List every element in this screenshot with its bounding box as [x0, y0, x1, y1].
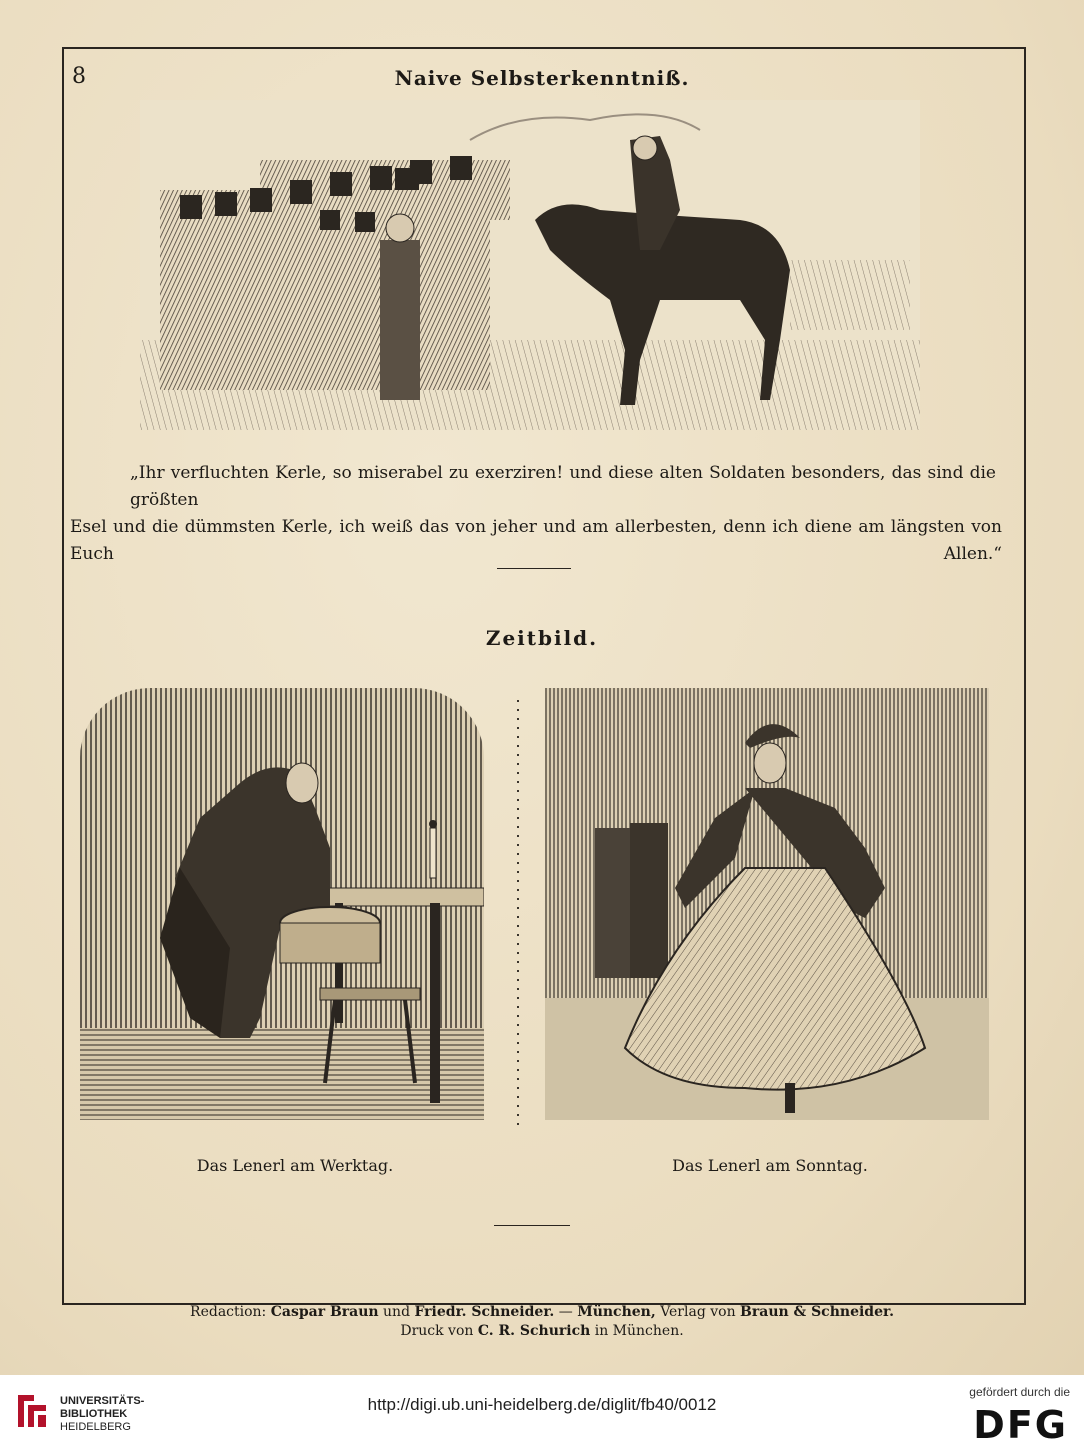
- viewer-footer: [0, 1375, 1084, 1452]
- section-divider: [497, 568, 571, 569]
- column-divider: [517, 700, 519, 1130]
- caption-line-1: „Ihr verfluchten Kerle, so miserabel zu exerziren! und diese alten Soldaten besonders, das sind die größten: [130, 463, 996, 510]
- dfg-logo[interactable]: DFG: [973, 1403, 1068, 1447]
- library-line-1: UNIVERSITÄTS-: [60, 1395, 145, 1407]
- sunday-caption: Das Lenerl am Sonntag.: [672, 1156, 868, 1175]
- imprint-city: München,: [577, 1304, 656, 1320]
- section-title: Zeitbild.: [485, 626, 599, 650]
- imprint-city-2: in München.: [594, 1323, 684, 1339]
- imprint-editor-1: Caspar Braun: [270, 1304, 379, 1320]
- top-caption: [62, 460, 1022, 568]
- page-title: Naive Selbsterkenntniß.: [394, 66, 690, 90]
- library-line-3: HEIDELBERG: [60, 1421, 131, 1433]
- permalink-url[interactable]: http://digi.ub.uni-heidelberg.de/diglit/fb40/0012: [367, 1395, 717, 1414]
- sunday-illustration: [545, 688, 989, 1120]
- imprint-redaction: Redaction:: [190, 1304, 267, 1320]
- imprint-publisher: Braun & Schneider.: [740, 1304, 894, 1320]
- imprint-und: und: [383, 1304, 411, 1320]
- imprint-editor-2: Friedr. Schneider.: [414, 1304, 555, 1320]
- imprint-druck: Druck von: [400, 1323, 474, 1339]
- weekday-illustration: [80, 688, 484, 1120]
- caption-line-2: Esel und die dümmsten Kerle, ich weiß das von jeher und am allerbesten, denn ich diene am längsten von Euch Allen.“: [70, 517, 1002, 564]
- funded-by-label: gefördert durch die: [969, 1385, 1070, 1399]
- page-number: 8: [72, 64, 86, 89]
- bottom-divider: [494, 1225, 570, 1226]
- imprint-verlag: Verlag von: [660, 1304, 736, 1320]
- weekday-caption: Das Lenerl am Werktag.: [196, 1156, 394, 1175]
- imprint-dash: —: [558, 1304, 573, 1320]
- soldiers-illustration: [140, 100, 920, 430]
- library-line-2: BIBLIOTHEK: [60, 1408, 128, 1420]
- imprint-printer: C. R. Schurich: [477, 1323, 591, 1339]
- imprint-line-1: [0, 1304, 1084, 1320]
- imprint-line-2: [0, 1323, 1084, 1339]
